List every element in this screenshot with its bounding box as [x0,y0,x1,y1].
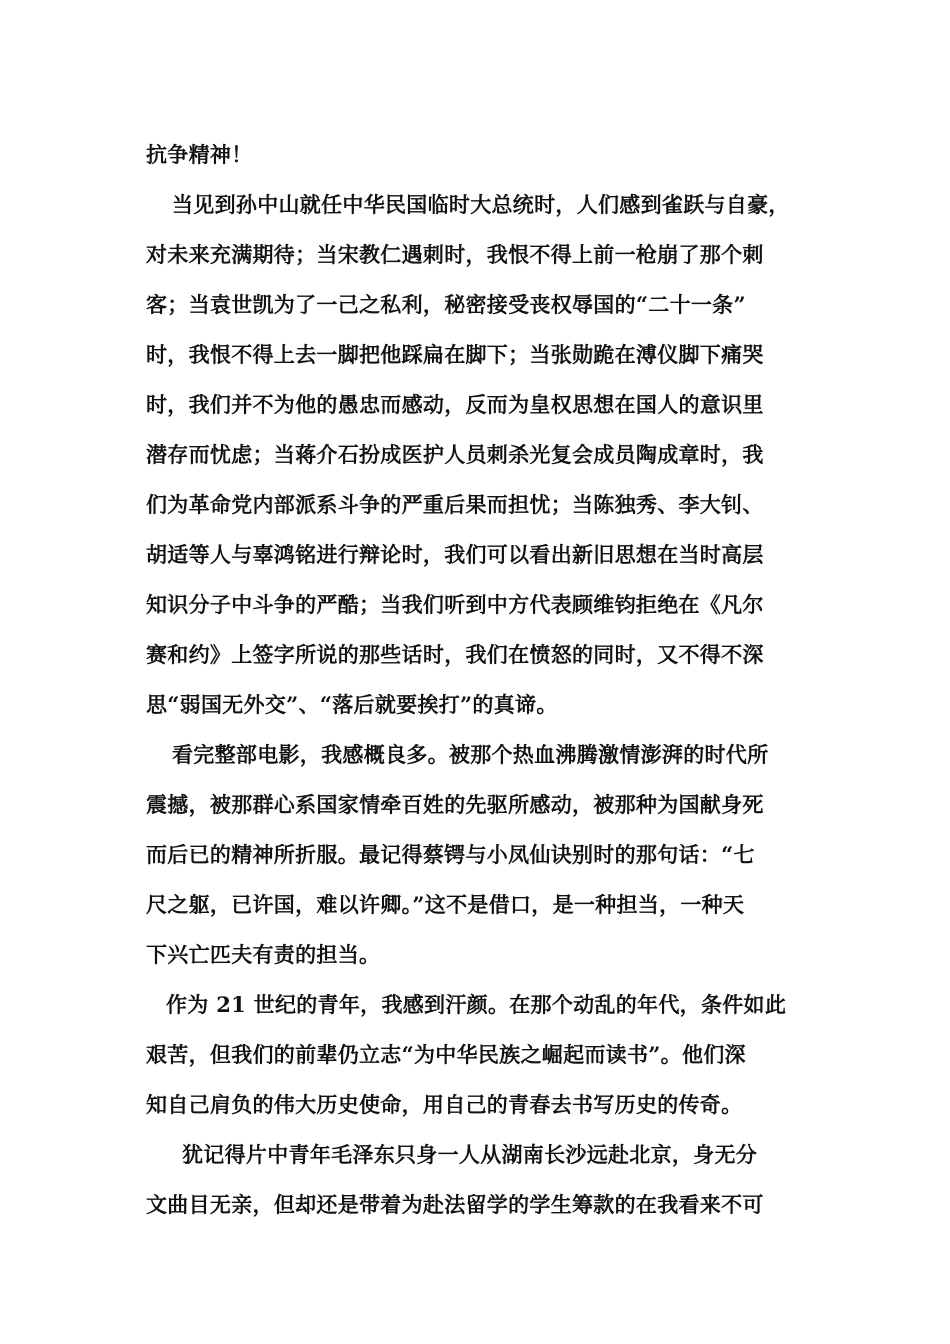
text-line: 文曲目无亲，但却还是带着为赴法留学的学生筹款的在我看来不可 [146,1192,764,1217]
text-line: 尺之躯，已许国，难以许卿。”这不是借口，是一种担当，一种天 [146,892,745,917]
paragraph-start: 看完整部电影，我感概良多。被那个热血沸腾激情澎湃的时代所 [172,742,769,767]
text-line: 潜存而忧虑；当蒋介石扮成医护人员刺杀光复会成员陶成章时，我 [146,442,764,467]
text-line: 震撼，被那群心系国家情牵百姓的先驱所感动，被那种为国献身死 [146,792,764,817]
text-line: 知识分子中斗争的严酷；当我们听到中方代表顾维钧拒绝在《凡尔 [146,592,764,617]
text-line: 而后已的精神所折服。最记得蔡锷与小凤仙诀别时的那句话：“七 [146,842,755,867]
body-text [146,130,836,1230]
text-line: 下兴亡匹夫有责的担当。 [146,942,381,967]
text-line: 赛和约》上签字所说的那些话时，我们在愤怒的同时，又不得不深 [146,642,764,667]
text-line: 抗争精神！ [146,142,253,167]
text-line: 客；当袁世凯为了一己之私利，秘密接受丧权辱国的“二十一条” [146,292,746,317]
text-line: 时，我们并不为他的愚忠而感动，反而为皇权思想在国人的意识里 [146,392,764,417]
text-line: 时，我恨不得上去一脚把他踩扁在脚下；当张勋跪在溥仪脚下痛哭 [146,342,764,367]
text-line: 胡适等人与辜鸿铭进行辩论时，我们可以看出新旧思想在当时高层 [146,542,764,567]
paragraph-start: 当见到孙中山就任中华民国临时大总统时，人们感到雀跃与自豪， [172,192,790,217]
text-line: 们为革命党内部派系斗争的严重后果而担忧；当陈独秀、李大钊、 [146,492,764,517]
text-line: 艰苦，但我们的前辈仍立志“为中华民族之崛起而读书”。他们深 [146,1042,746,1067]
text-line: 对未来充满期待；当宋教仁遇刺时，我恨不得上前一枪崩了那个刺 [146,242,764,267]
text-line: 思“弱国无外交”、“落后就要挨打”的真谛。 [146,692,558,717]
text-line: 知自己肩负的伟大历史使命，用自己的青春去书写历史的传奇。 [146,1092,743,1117]
paragraph-start: 作为 21 世纪的青年，我感到汗颜。在那个动乱的年代，条件如此 [166,992,787,1017]
paragraph-start: 犹记得片中青年毛泽东只身一人从湖南长沙远赴北京，身无分 [182,1142,758,1167]
